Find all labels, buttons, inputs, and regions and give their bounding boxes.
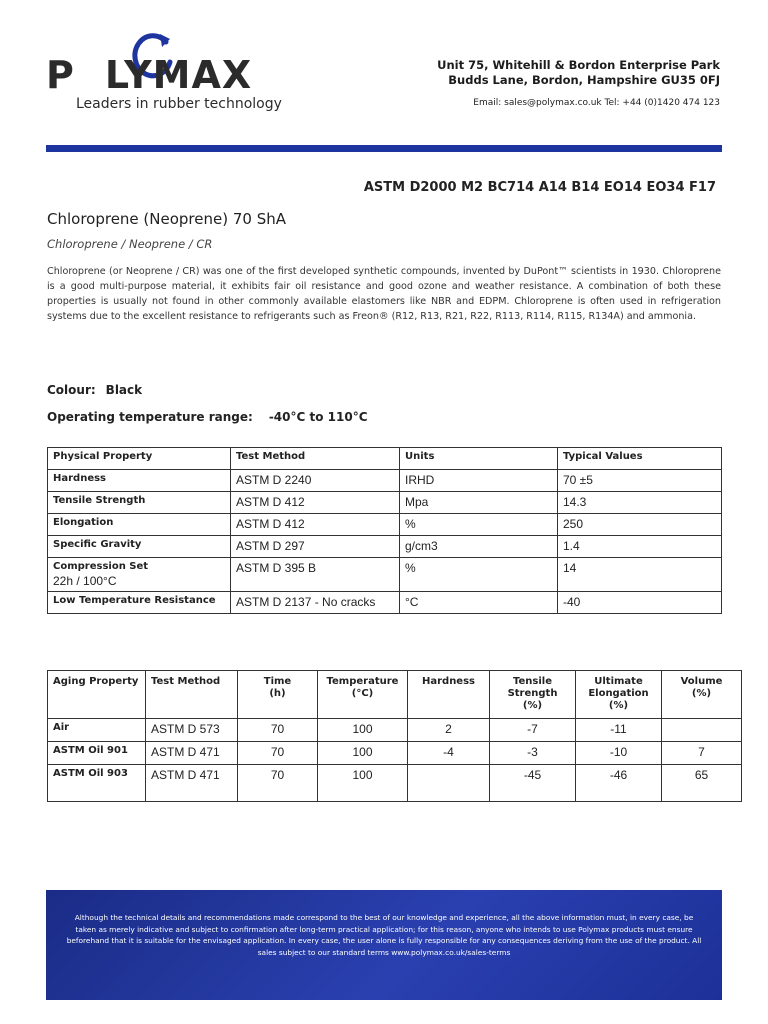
cell-method: ASTM D 2240 xyxy=(231,470,400,492)
cell-property-name: Compression Set xyxy=(53,561,149,572)
temperature-value: -40°C to 110°C xyxy=(268,410,368,424)
header-volume xyxy=(662,671,742,719)
table-row xyxy=(48,719,742,742)
table-header-row xyxy=(48,448,722,470)
colour-label: Colour: xyxy=(47,383,96,397)
cell-property: Specific Gravity xyxy=(48,536,231,558)
cell-tensile: -45 xyxy=(490,765,576,802)
header-divider-bar xyxy=(46,145,722,152)
temperature-label: Operating temperature range: xyxy=(47,410,253,424)
logo-tagline: Leaders in rubber technology xyxy=(76,96,282,112)
cell-value: 14 xyxy=(558,558,722,592)
cell-units: °C xyxy=(400,592,558,614)
cell-hardness: 2 xyxy=(408,719,490,742)
cell-value: -40 xyxy=(558,592,722,614)
cell-property xyxy=(48,558,231,592)
cell-aging-property: ASTM Oil 903 xyxy=(48,765,146,802)
cell-volume: 7 xyxy=(662,742,742,765)
header-temperature-unit: (°C) xyxy=(351,688,374,699)
address-line-2: Budds Lane, Bordon, Hampshire GU35 0FJ xyxy=(448,73,720,87)
cell-method: ASTM D 395 B xyxy=(231,558,400,592)
header-ultimate-elongation xyxy=(576,671,662,719)
logo-text-lymax: LYMAX xyxy=(104,53,253,97)
header-elongation-unit: (%) xyxy=(608,700,629,711)
cell-elongation: -10 xyxy=(576,742,662,765)
cell-property-condition: 22h / 100°C xyxy=(53,574,117,588)
cell-units: g/cm3 xyxy=(400,536,558,558)
header-temperature-label: Temperature xyxy=(326,676,399,687)
cell-elongation: -11 xyxy=(576,719,662,742)
logo-wordmark xyxy=(46,53,252,97)
physical-properties-table xyxy=(47,447,722,614)
footer-disclaimer-banner xyxy=(46,890,722,1000)
cell-aging-property: ASTM Oil 901 xyxy=(48,742,146,765)
cell-method: ASTM D 412 xyxy=(231,514,400,536)
header-physical-property: Physical Property xyxy=(48,448,231,470)
table-row xyxy=(48,514,722,536)
header-typical-values: Typical Values xyxy=(558,448,722,470)
cell-value: 250 xyxy=(558,514,722,536)
table-row xyxy=(48,492,722,514)
header-time xyxy=(238,671,318,719)
cell-aging-property: Air xyxy=(48,719,146,742)
cell-units: Mpa xyxy=(400,492,558,514)
header-tensile-unit: (%) xyxy=(522,700,543,711)
cell-volume xyxy=(662,719,742,742)
header-tensile-label-1: Tensile xyxy=(513,676,552,687)
cell-elongation: -46 xyxy=(576,765,662,802)
cell-value: 70 ±5 xyxy=(558,470,722,492)
cell-units: % xyxy=(400,514,558,536)
cell-property: Hardness xyxy=(48,470,231,492)
header-volume-label: Volume xyxy=(680,676,723,687)
material-title: Chloroprene (Neoprene) 70 ShA xyxy=(47,210,286,228)
header-tensile-strength xyxy=(490,671,576,719)
contact-details: Email: sales@polymax.co.uk Tel: +44 (0)1420 474 123 xyxy=(473,98,720,108)
header-volume-unit: (%) xyxy=(691,688,712,699)
table-header-row xyxy=(48,671,742,719)
cell-value: 1.4 xyxy=(558,536,722,558)
cell-property: Tensile Strength xyxy=(48,492,231,514)
colour-value: Black xyxy=(105,383,143,397)
cell-method: ASTM D 297 xyxy=(231,536,400,558)
cell-temperature: 100 xyxy=(318,719,408,742)
disclaimer-text: Although the technical details and recommendations made correspond to the best of our knowledge and experience, all the above information must, in every case, be taken as merely indicative and subject to confirmation after long-term practical application; for this reason, anyone who intends to use Polymax products must ensure beforehand that it is suitable for the envisaged application. In every case, the user alone is fully responsible for any consequences deriving from the use of the product. All sales subject to our standard terms www.polymax.co.uk/sales-terms xyxy=(66,913,702,957)
cell-method: ASTM D 2137 - No cracks xyxy=(231,592,400,614)
header-tensile-label-2: Strength xyxy=(507,688,558,699)
header-test-method: Test Method xyxy=(231,448,400,470)
cell-temperature: 100 xyxy=(318,742,408,765)
table-row xyxy=(48,742,742,765)
cell-property: Low Temperature Resistance xyxy=(48,592,231,614)
cell-hardness: -4 xyxy=(408,742,490,765)
table-row xyxy=(48,536,722,558)
colour-row xyxy=(47,383,142,397)
cell-method: ASTM D 471 xyxy=(146,765,238,802)
cell-hardness xyxy=(408,765,490,802)
table-row xyxy=(48,765,742,802)
header-elongation-label-1: Ultimate xyxy=(594,676,643,687)
material-subtitle: Chloroprene / Neoprene / CR xyxy=(47,237,213,251)
cell-units: IRHD xyxy=(400,470,558,492)
logo-text-p: P xyxy=(46,53,75,97)
cell-value: 14.3 xyxy=(558,492,722,514)
astm-spec-code: ASTM D2000 M2 BC714 A14 B14 EO14 EO34 F17 xyxy=(363,180,716,195)
table-row xyxy=(48,558,722,592)
cell-method: ASTM D 573 xyxy=(146,719,238,742)
cell-time: 70 xyxy=(238,742,318,765)
header-time-unit: (h) xyxy=(269,688,286,699)
header-elongation-label-2: Elongation xyxy=(588,688,649,699)
cell-property: Elongation xyxy=(48,514,231,536)
header-aging-property: Aging Property xyxy=(48,671,146,719)
cell-units: % xyxy=(400,558,558,592)
aging-properties-table xyxy=(47,670,742,802)
header-temperature xyxy=(318,671,408,719)
temperature-row xyxy=(47,410,368,424)
header-test-method: Test Method xyxy=(146,671,238,719)
address-line-1: Unit 75, Whitehill & Bordon Enterprise Park xyxy=(437,58,720,72)
table-row xyxy=(48,470,722,492)
company-address xyxy=(437,58,720,108)
header-hardness: Hardness xyxy=(408,671,490,719)
header-time-label: Time xyxy=(263,676,292,687)
cell-tensile: -3 xyxy=(490,742,576,765)
cell-method: ASTM D 471 xyxy=(146,742,238,765)
cell-time: 70 xyxy=(238,765,318,802)
cell-method: ASTM D 412 xyxy=(231,492,400,514)
header-units: Units xyxy=(400,448,558,470)
cell-tensile: -7 xyxy=(490,719,576,742)
cell-temperature: 100 xyxy=(318,765,408,802)
cell-volume: 65 xyxy=(662,765,742,802)
material-description: Chloroprene (or Neoprene / CR) was one of the first developed synthetic compounds, invented by DuPont™ scientists in 1930. Chloroprene is a good multi-purpose material, it exhibits fair oil resistance and good ozone and weather resistance. A combination of both these properties is usually not found in other commonly available elastomers like NBR and EDPM. Chloroprene is often used in refrigeration systems due to the excellent resistance to refrigerants such as Freon® (R12, R13, R21, R22, R113, R114, R115, R134A) and ammonia. xyxy=(47,266,721,322)
polymax-logo xyxy=(46,28,316,118)
table-row xyxy=(48,592,722,614)
cell-time: 70 xyxy=(238,719,318,742)
